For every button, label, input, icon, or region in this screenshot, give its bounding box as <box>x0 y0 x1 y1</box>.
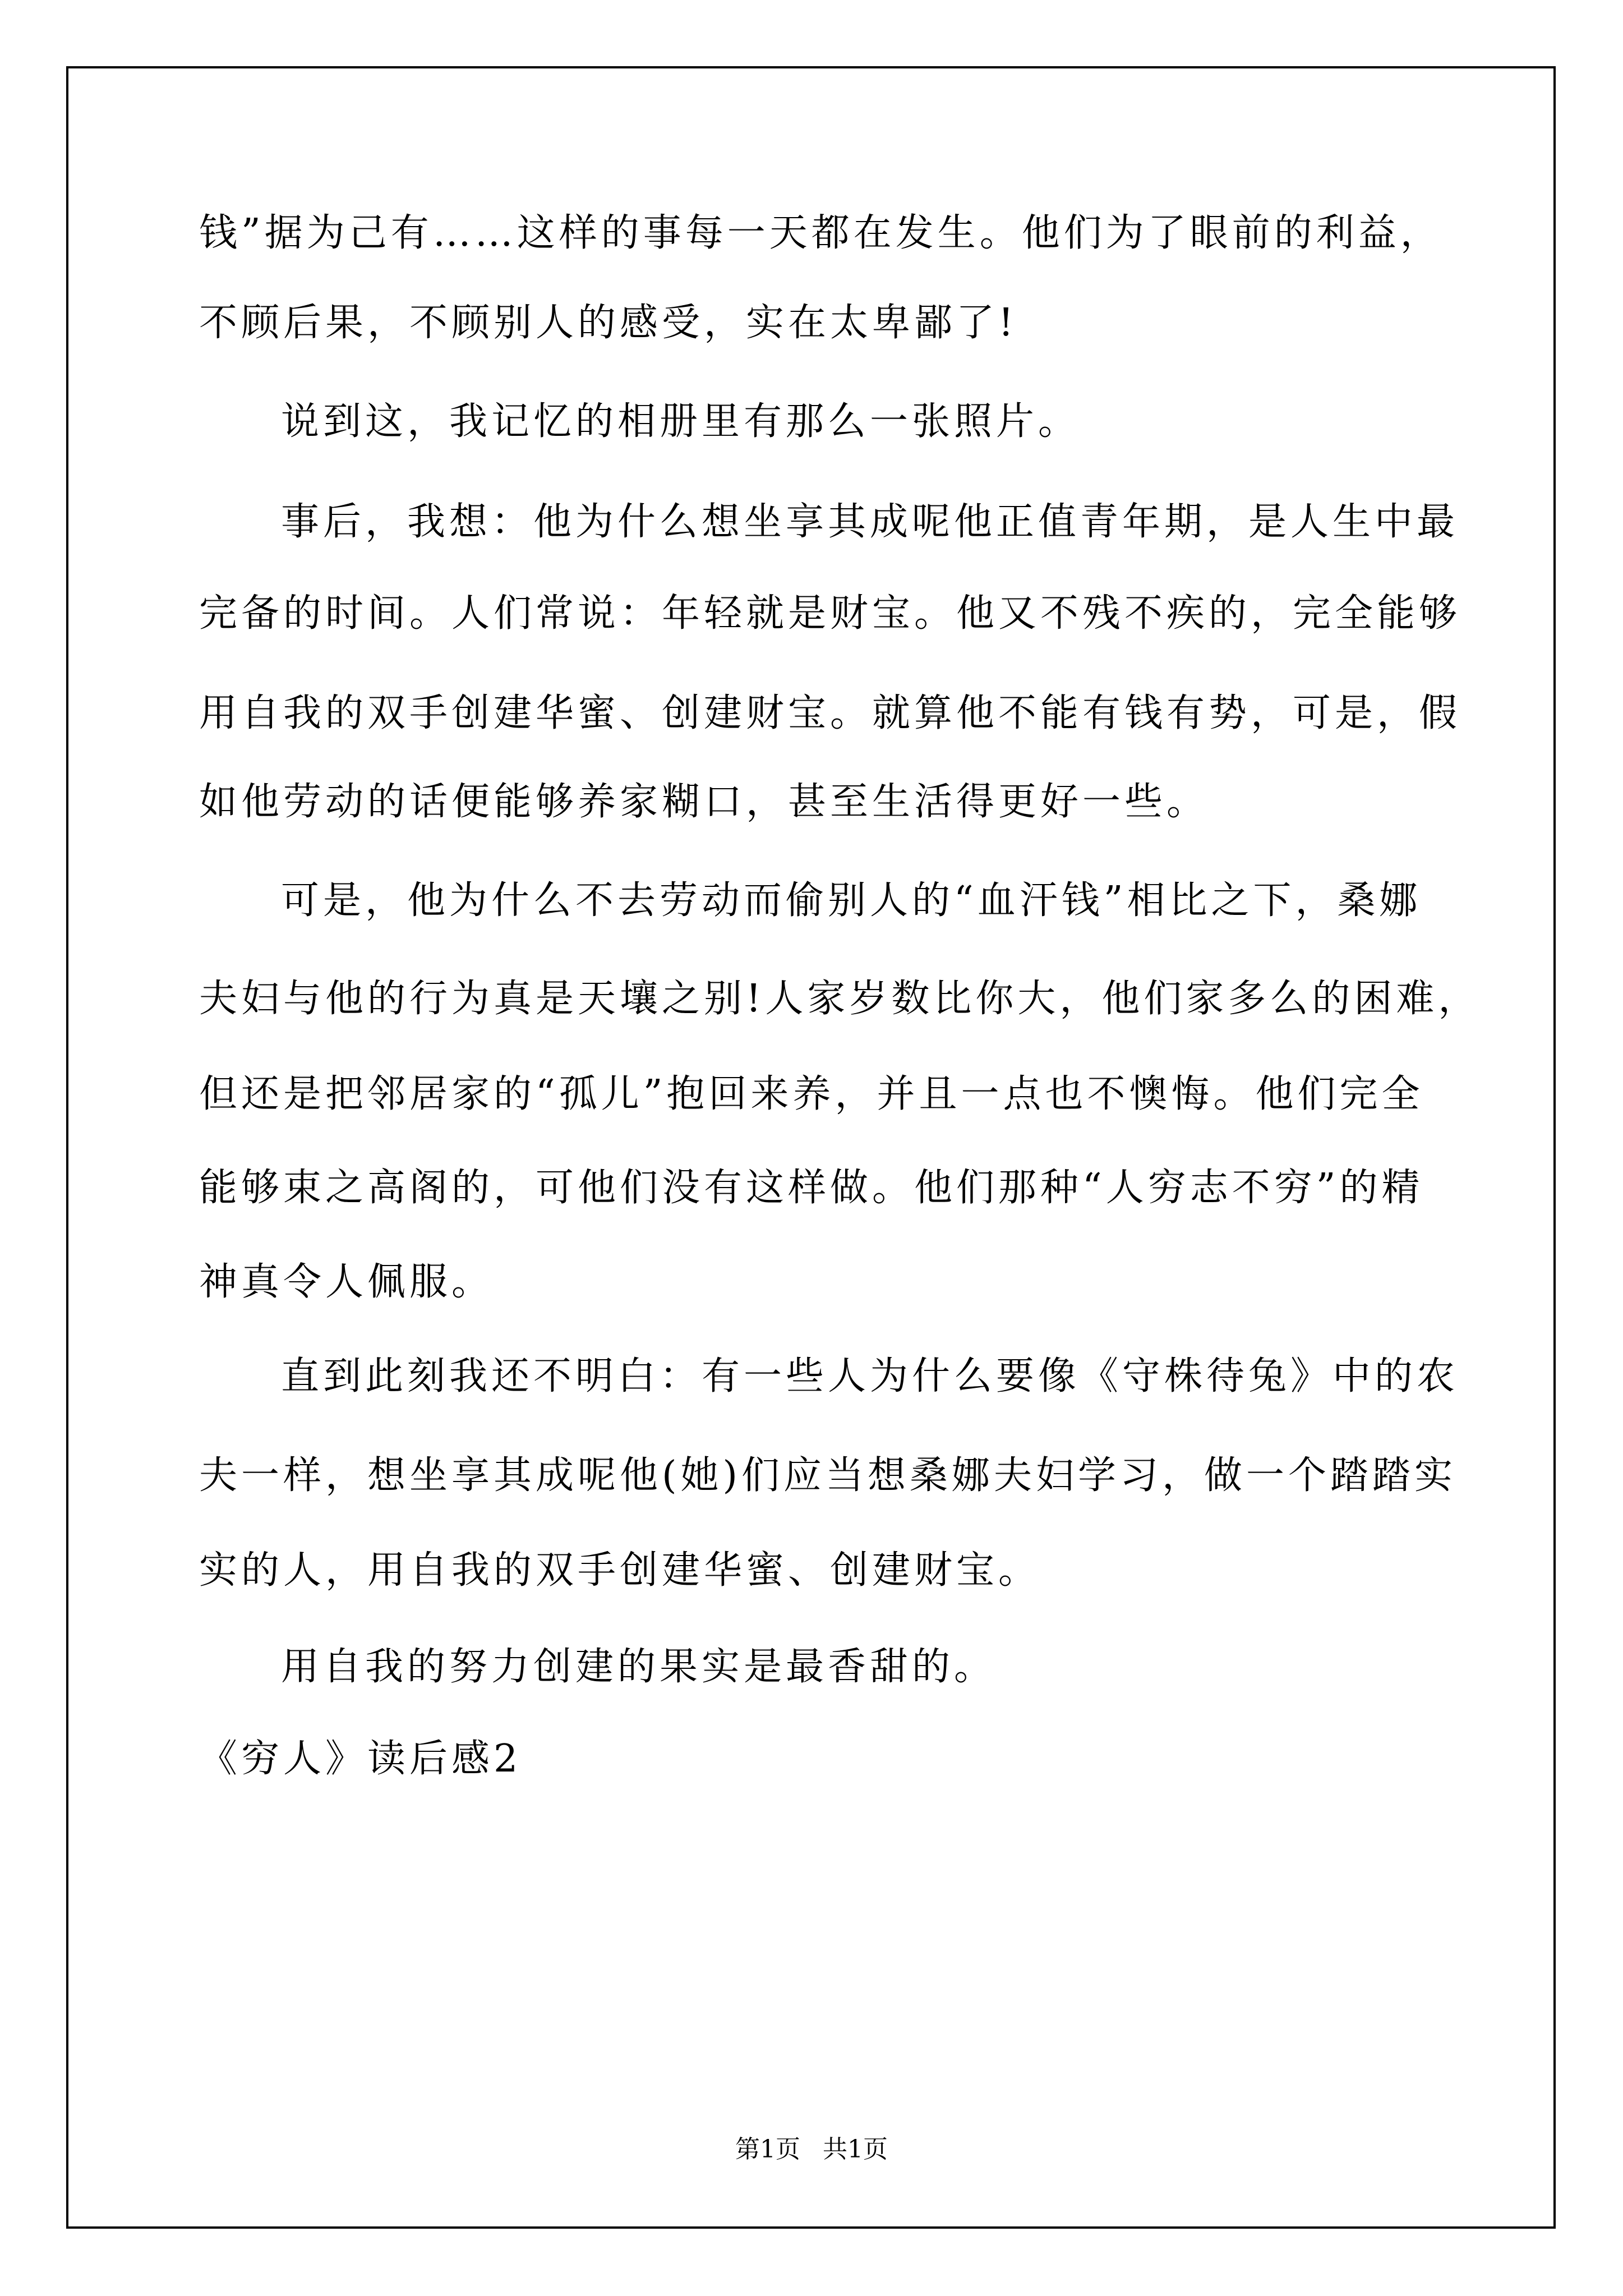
text-line: 钱”据为己有……这样的事每一天都在发生。他们为了眼前的利益， <box>199 211 1442 255</box>
text-line: 不顾后果，不顾别人的感受，实在太卑鄙了! <box>199 301 1018 345</box>
section-heading: 《穷人》读后感2 <box>199 1737 522 1781</box>
text-line: 夫一样，想坐享其成呢他(她)们应当想桑娜夫妇学习，做一个踏踏实 <box>199 1453 1457 1498</box>
paragraph-start: 可是，他为什么不去劳动而偷别人的“血汗钱”相比之下，桑娜 <box>281 878 1422 923</box>
page-total: 共1页 <box>823 2135 888 2164</box>
paragraph-start: 直到此刻我还不明白：有一些人为什么要像《守株待兔》中的农 <box>281 1354 1459 1398</box>
page-footer <box>0 2137 1623 2162</box>
text-line: 如他劳动的话便能够养家糊口，甚至生活得更好一些。 <box>199 780 1209 824</box>
paragraph-start: 事后，我想：他为什么想坐享其成呢他正值青年期，是人生中最 <box>281 500 1459 544</box>
text-line: 但还是把邻居家的“孤儿”抱回来养，并且一点也不懊悔。他们完全 <box>199 1072 1424 1116</box>
text-line: 神真令人佩服。 <box>199 1260 494 1304</box>
paragraph-start: 用自我的努力创建的果实是最香甜的。 <box>281 1645 997 1689</box>
page-border <box>66 66 1556 2229</box>
text-line: 能够束之高阁的，可他们没有这样做。他们那种“人穷志不穷”的精 <box>199 1166 1424 1210</box>
text-line: 用自我的双手创建华蜜、创建财宝。就算他不能有钱有势，可是，假 <box>199 691 1461 735</box>
text-line: 夫妇与他的行为真是天壤之别!人家岁数比你大，他们家多么的困难， <box>199 977 1481 1021</box>
text-line: 完备的时间。人们常说：年轻就是财宝。他又不残不疾的，完全能够 <box>199 591 1461 636</box>
text-line: 实的人，用自我的双手创建华蜜、创建财宝。 <box>199 1548 1041 1593</box>
paragraph-start: 说到这，我记忆的相册里有那么一张照片。 <box>281 399 1081 444</box>
page-number: 第1页 <box>735 2135 800 2164</box>
